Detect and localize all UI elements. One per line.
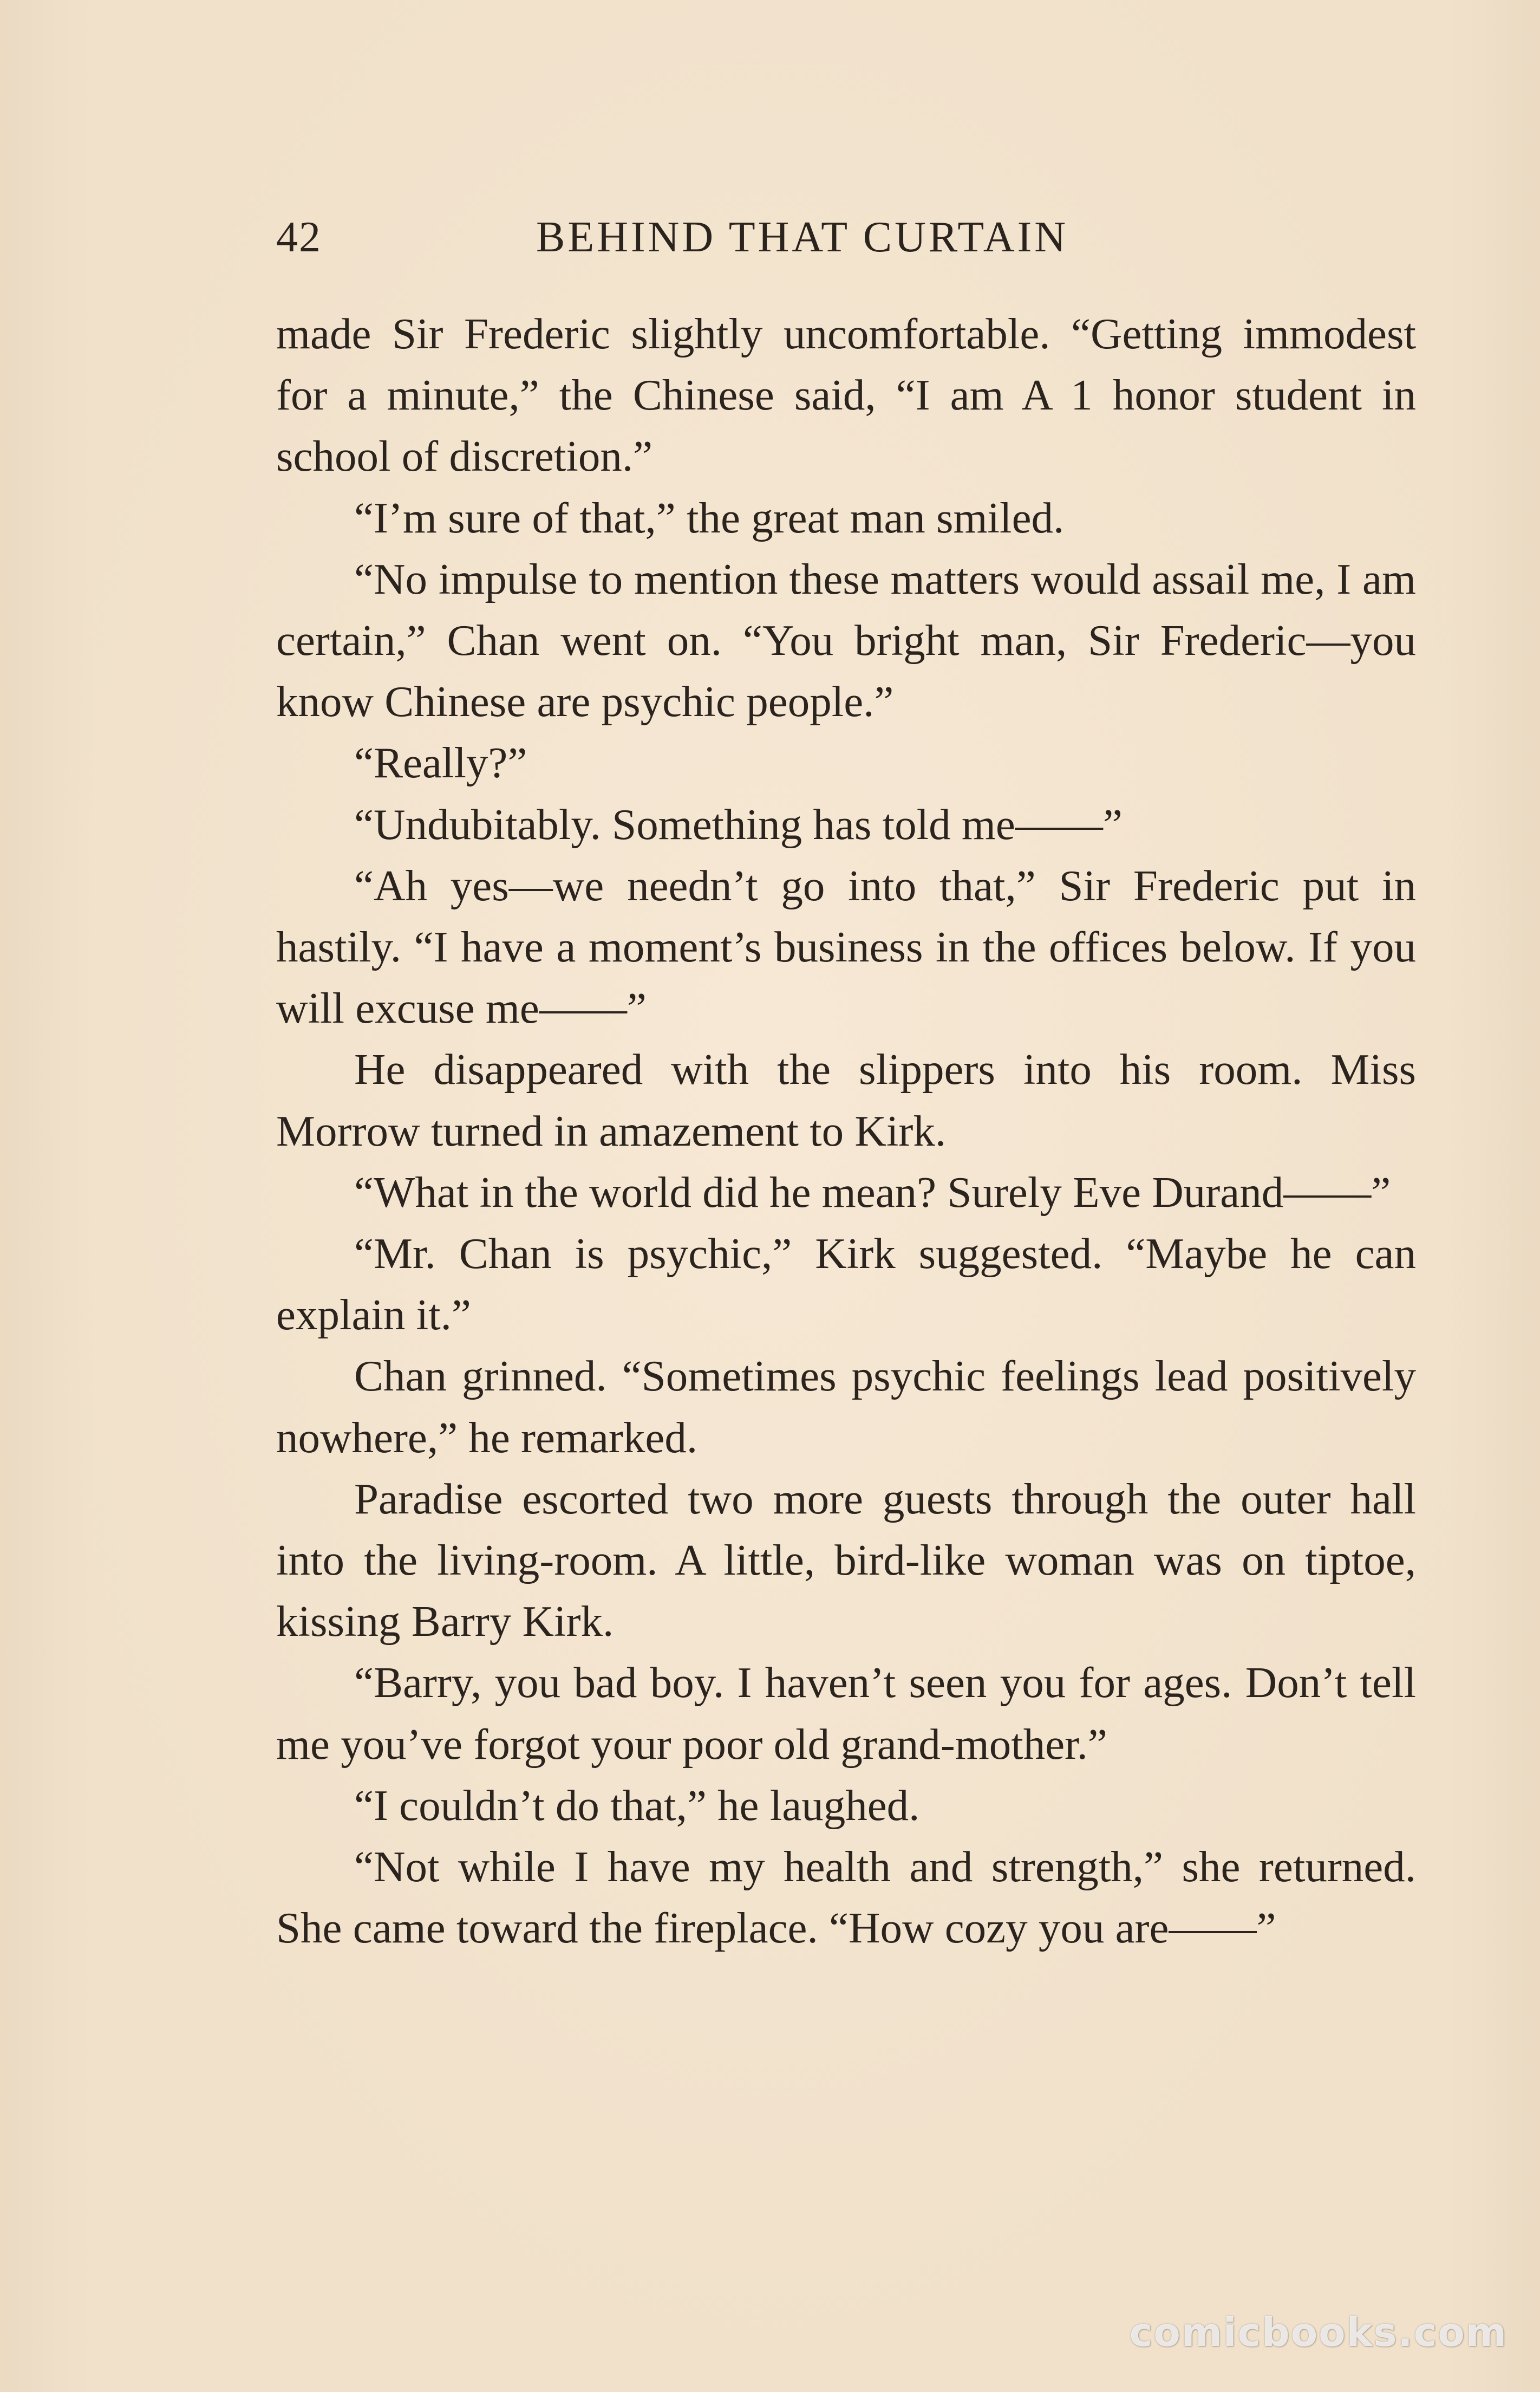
paragraph-10: Chan grinned. “Sometimes psychic feelings lead positively nowhere,” he remarked. xyxy=(276,1351,1416,1462)
paragraph-4: “Really?” xyxy=(354,738,527,788)
paragraph-8: “What in the world did he mean? Surely Eve Durand——” xyxy=(354,1167,1391,1217)
paragraph-9: “Mr. Chan is psychic,” Kirk suggested. “Maybe he can explain it.” xyxy=(276,1229,1416,1340)
page-number: 42 xyxy=(276,213,322,261)
watermark-logo: comicbooks.com xyxy=(1129,2310,1508,2355)
running-title: BEHIND THAT CURTAIN xyxy=(536,213,1069,261)
page-header xyxy=(276,207,1413,267)
paragraph-14: “Not while I have my health and strength,” she returned. She came toward the fireplace. “How cozy you are——” xyxy=(276,1842,1416,1953)
paragraph-6: “Ah yes—we needn’t go into that,” Sir Frederic put in hastily. “I have a moment’s business in the offices below. If you will excuse me——” xyxy=(276,861,1416,1033)
paragraph-12: “Barry, you bad boy. I haven’t seen you for ages. Don’t tell me you’ve forgot your poor old grand-mother.” xyxy=(276,1658,1416,1769)
paragraph-3: “No impulse to mention these matters would assail me, I am certain,” Chan went on. “You bright man, Sir Frederic—you know Chinese are psychic people.” xyxy=(276,554,1416,726)
paragraph-11: Paradise escorted two more guests through the outer hall into the living-room. A little, bird-like woman was on tiptoe, kissing Barry Kirk. xyxy=(276,1474,1416,1646)
paragraph-5: “Undubitably. Something has told me——” xyxy=(354,800,1123,849)
paragraph-13: “I couldn’t do that,” he laughed. xyxy=(354,1780,920,1830)
paragraph-2: “I’m sure of that,” the great man smiled. xyxy=(354,493,1065,542)
body-text xyxy=(276,303,1416,1959)
paragraph-7: He disappeared with the slippers into his room. Miss Morrow turned in amazement to Kirk. xyxy=(276,1045,1416,1155)
paragraph-1: made Sir Frederic slightly uncomfortable. “Getting immodest for a minute,” the Chinese said, “I am A 1 honor student in school of discretion.” xyxy=(276,309,1416,481)
